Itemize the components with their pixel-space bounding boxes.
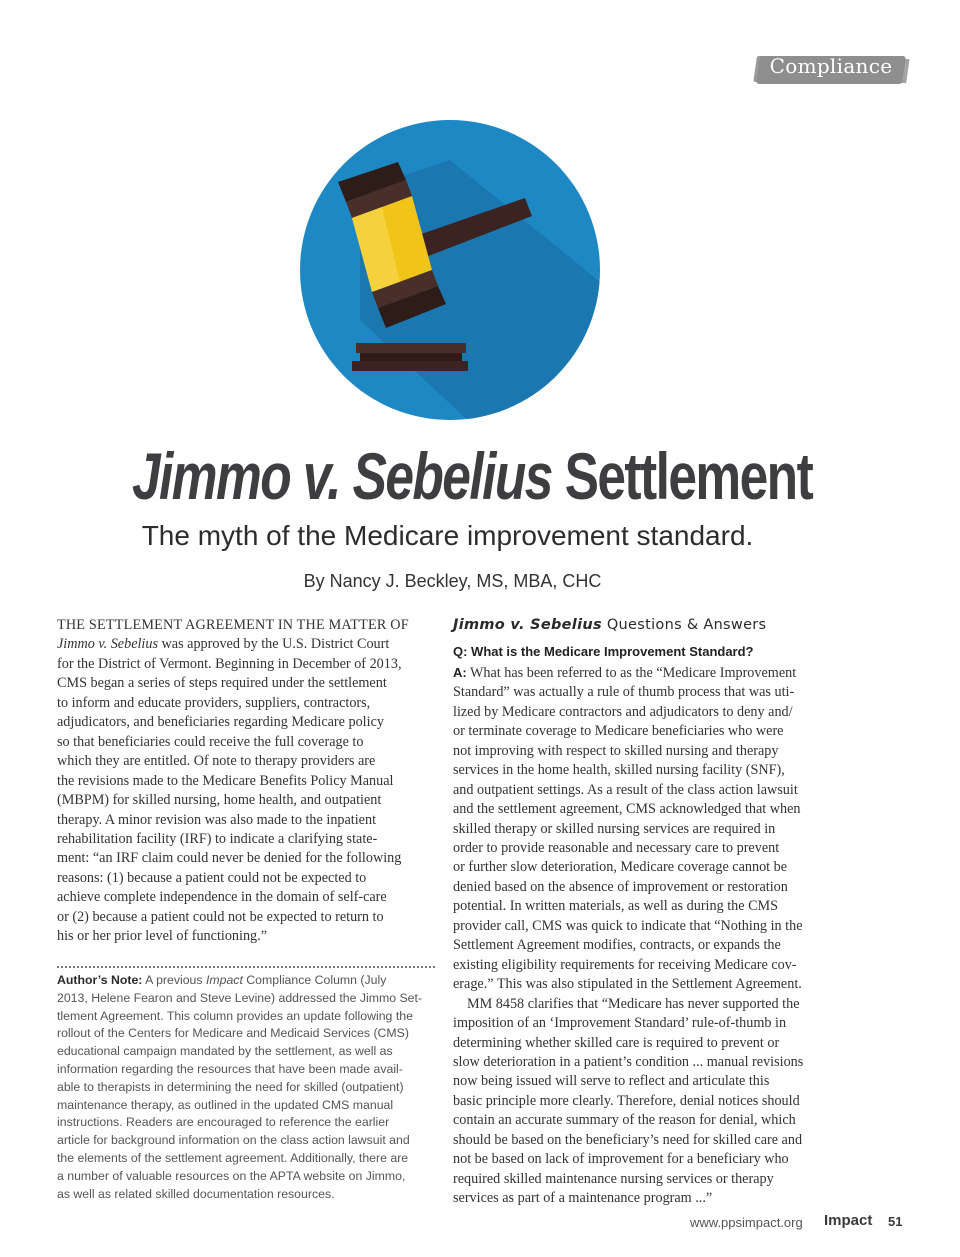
- body-line: rehabilitation facility (IRF) to indicate a clarifying state-: [57, 830, 378, 847]
- answer-line: determining whether skilled care is required to prevent or: [453, 1034, 780, 1051]
- answer-line: denied based on the absence of improvement or restoration: [453, 878, 788, 895]
- qa-heading: [453, 616, 833, 635]
- note-line: 2013, Helene Fearon and Steve Levine) addressed the Jimmo Set-: [57, 990, 423, 1005]
- answer-line: lized by Medicare contractors and adjudicators to deny and/: [453, 703, 793, 720]
- note-line: maintenance therapy, as outlined in the updated CMS manual: [57, 1097, 394, 1112]
- title-plain: Settlement: [564, 439, 813, 513]
- answer-line: existing eligibility requirements for receiving Medicare cov-: [453, 956, 797, 973]
- note-line: instructions. Readers are encouraged to reference the earlier: [57, 1115, 390, 1130]
- answer-line: and the settlement agreement, CMS acknowledged that when: [453, 801, 801, 818]
- body-line: CMS began a series of steps required under the settlement: [57, 675, 387, 692]
- note-line: article for background information on the class action lawsuit and: [57, 1133, 410, 1148]
- note-text: A previous: [142, 973, 206, 987]
- byline: By Nancy J. Beckley, MS, MBA, CHC: [303, 571, 602, 591]
- body-line: adjudicators, and beneficiaries regarding Medicare policy: [57, 714, 384, 731]
- note-line: [57, 972, 437, 990]
- body-line: so that beneficiaries could receive the full coverage to: [57, 733, 364, 750]
- note-line: a number of valuable resources on the APTA website on Jimmo,: [57, 1168, 406, 1183]
- body-line: ment: “an IRF claim could never be denied for the following: [57, 850, 402, 867]
- answer-line: provider call, CMS was quick to indicate that “Nothing in the: [453, 917, 803, 934]
- question: Q: What is the Medicare Improvement Standard?: [453, 644, 754, 660]
- answer-line: imposition of an ‘Improvement Standard’ rule-of-thumb in: [453, 1015, 787, 1032]
- answer-line: basic principle more clearly. Therefore, denial notices should: [453, 1092, 800, 1109]
- qa-heading-case: Jimmo v. Sebelius: [453, 617, 602, 633]
- answer-text: What has been referred to as the “Medicare Improvement: [466, 664, 797, 681]
- answer-line: or terminate coverage to Medicare beneficiaries who were: [453, 723, 784, 740]
- note-line: information regarding the resources that have been made avail-: [57, 1061, 403, 1076]
- page-number: 51: [888, 1214, 903, 1229]
- section-tag: Compliance: [769, 54, 893, 78]
- body-line: the revisions made to the Medicare Benefits Policy Manual: [57, 772, 394, 789]
- right-column: [453, 616, 833, 1209]
- author-note: [57, 972, 437, 1203]
- body-line: his or her prior level of functioning.”: [57, 928, 267, 945]
- answer-line: MM 8458 clarifies that “Medicare has never supported the: [467, 995, 800, 1012]
- body-line: (MBPM) for skilled nursing, home health, and outpatient: [57, 792, 382, 809]
- answer-line: contain an accurate summary of the reason for denial, which: [453, 1112, 796, 1129]
- answer-line: skilled therapy or skilled nursing services are required in: [453, 820, 776, 837]
- body-line: THE SETTLEMENT AGREEMENT IN THE MATTER OF: [57, 617, 409, 633]
- case-name: Jimmo v. Sebelius: [57, 636, 158, 653]
- answer-line: should be based on the beneficiary’s need for skilled care and: [453, 1131, 803, 1148]
- answer-line: required skilled maintenance nursing services or therapy: [453, 1170, 774, 1187]
- answer-line: services as part of a maintenance program ...”: [453, 1190, 713, 1207]
- answer-line: now being issued will serve to reflect and articulate this: [453, 1073, 770, 1090]
- note-line: able to therapists in determining the need for skilled (outpatient): [57, 1079, 404, 1094]
- note-line: rollout of the Centers for Medicare and Medicaid Services (CMS): [57, 1026, 409, 1041]
- body-line: or (2) because a patient could not be expected to return to: [57, 908, 384, 925]
- body-text: was approved by the U.S. District Court: [158, 636, 390, 653]
- note-line: as well as related skilled documentation resources.: [57, 1186, 335, 1201]
- answer-line: order to provide reasonable and necessary care to prevent: [453, 839, 780, 856]
- body-line: reasons: (1) because a patient could not be expected to: [57, 869, 367, 886]
- answer-line: potential. In written materials, as well as during the CMS: [453, 898, 779, 915]
- qa-heading-text: Questions & Answers: [601, 617, 767, 633]
- note-text: Compliance Column (July: [242, 973, 387, 987]
- note-line: tlement Agreement. This column provides an update following the: [57, 1008, 413, 1023]
- answer-line: or further slow deterioration, Medicare coverage cannot be: [453, 859, 788, 876]
- answer-line: slow deterioration in a patient’s condition ... manual revisions: [453, 1053, 804, 1070]
- title-italic: Jimmo v. Sebelius: [131, 439, 552, 513]
- answer-line: Standard” was actually a rule of thumb process that was uti-: [453, 684, 795, 701]
- answer-line: Settlement Agreement modifies, contracts, or expands the: [453, 937, 781, 954]
- footer-url[interactable]: www.ppsimpact.org: [690, 1215, 803, 1230]
- body-line: achieve complete independence in the domain of self-care: [57, 889, 387, 906]
- answer-line: and outpatient settings. As a result of the class action lawsuit: [453, 781, 798, 798]
- answer-line: not be based on lack of improvement for a beneficiary who: [453, 1151, 789, 1168]
- author-note-label: Author’s Note:: [57, 973, 143, 987]
- body-line: for the District of Vermont. Beginning in December of 2013,: [57, 655, 402, 672]
- body-line: [57, 635, 435, 654]
- article-title: [98, 438, 847, 514]
- answer-line: services in the home health, skilled nursing facility (SNF),: [453, 762, 785, 779]
- answer-line: erage.” This was also stipulated in the Settlement Agreement.: [453, 976, 802, 993]
- note-line: educational campaign mandated by the settlement, as well as: [57, 1044, 393, 1059]
- body-line: therapy. A minor revision was also made to the inpatient: [57, 811, 377, 828]
- gavel-illustration: [300, 120, 600, 420]
- publication-name: Impact: [205, 973, 243, 987]
- answer-line: [453, 663, 833, 683]
- left-column: [57, 616, 435, 947]
- body-line: which they are entitled. Of note to therapy providers are: [57, 753, 376, 770]
- dotted-divider: [57, 966, 435, 968]
- note-line: the elements of the settlement agreement. Additionally, there are: [57, 1150, 409, 1165]
- footer-publication: Impact: [824, 1212, 873, 1229]
- article-subtitle: The myth of the Medicare improvement standard.: [141, 520, 754, 551]
- answer-label: A:: [453, 664, 467, 680]
- answer-line: not improving with respect to skilled nursing and therapy: [453, 742, 779, 759]
- body-line: to inform and educate providers, suppliers, contractors,: [57, 694, 371, 711]
